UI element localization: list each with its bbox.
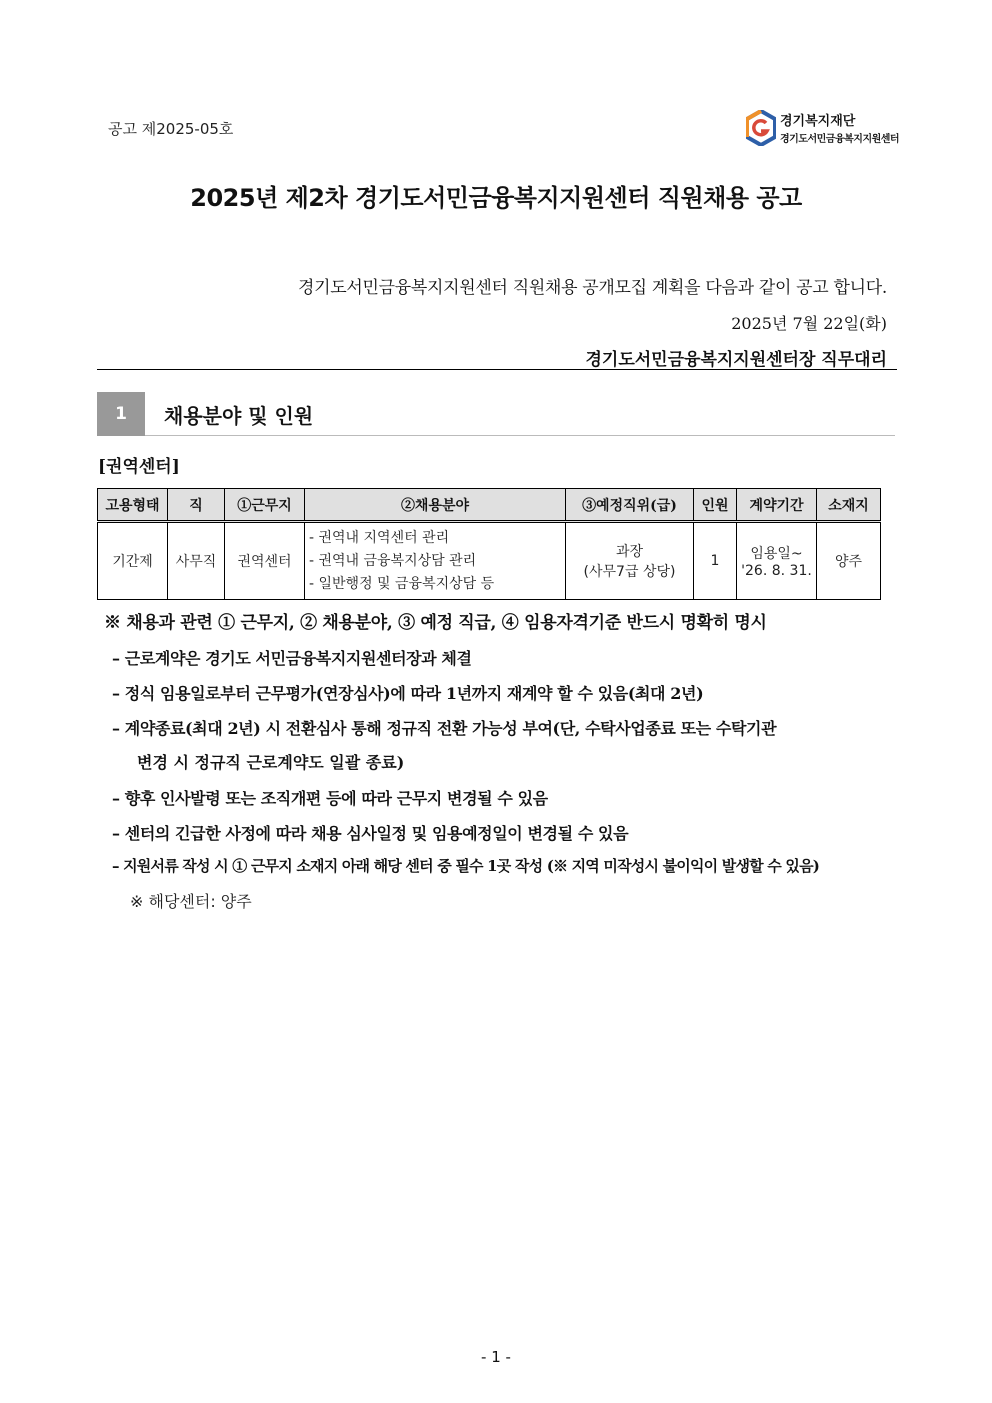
foundation-logo xyxy=(746,110,906,152)
notice-date: 2025년 7월 22일(화) xyxy=(731,314,887,333)
col-position: ③예정직위(급) xyxy=(566,489,694,522)
cell-period xyxy=(737,522,817,600)
cell-location: 양주 xyxy=(817,522,881,600)
col-job: 직 xyxy=(168,489,225,522)
col-period: 계약기간 xyxy=(737,489,817,522)
page-title: 2025년 제2차 경기도서민금융복지지원센터 직원채용 공고 xyxy=(190,184,802,212)
cell-employment-type: 기간제 xyxy=(98,522,168,600)
note-item-continued: 변경 시 정규직 근로계약도 일괄 종료) xyxy=(137,753,405,772)
note-item: – 근로계약은 경기도 서민금융복지지원센터장과 체결 xyxy=(112,649,472,668)
page-number: - 1 - xyxy=(481,1348,511,1366)
position-grade: (사무7급 상당) xyxy=(583,564,676,580)
cell-workplace: 권역센터 xyxy=(225,522,305,600)
period-start: 임용일~ xyxy=(750,546,803,562)
intro-text: 경기도서민금융복지지원센터 직원채용 공개모집 계획을 다음과 같이 공고 합니다. xyxy=(298,278,887,298)
cell-job: 사무직 xyxy=(168,522,225,600)
col-field: ②채용분야 xyxy=(305,489,566,522)
logo-text-main: 경기복지재단 xyxy=(780,114,856,129)
field-item: - 일반행정 및 금융복지상담 등 xyxy=(309,575,495,592)
position-title: 과장 xyxy=(615,544,644,560)
notes-heading: ※ 채용과 관련 ① 근무지, ② 채용분야, ③ 예정 직급, ④ 임용자격기준 반드시 명확히 명시 xyxy=(104,613,767,633)
col-employment-type: 고용형태 xyxy=(98,489,168,522)
field-item: - 권역내 금융복지상담 관리 xyxy=(309,552,477,569)
logo-text-sub: 경기도서민금융복지지원센터 xyxy=(780,134,900,145)
col-location: 소재지 xyxy=(817,489,881,522)
col-headcount: 인원 xyxy=(694,489,737,522)
recruitment-table xyxy=(97,488,881,600)
note-item: – 지원서류 작성 시 ① 근무지 소재지 아래 해당 센터 중 필수 1곳 작성 (※ 지역 미작성시 불이익이 발생할 수 있음) xyxy=(112,857,820,875)
foundation-logo-icon xyxy=(746,110,776,146)
note-item: – 계약종료(최대 2년) 시 전환심사 통해 정규직 전환 가능성 부여(단, 수탁사업종료 또는 수탁기관 xyxy=(112,719,777,738)
target-center-note: ※ 해당센터: 양주 xyxy=(130,892,252,911)
period-end: '26. 8. 31. xyxy=(741,563,812,579)
signer: 경기도서민금융복지지원센터장 직무대리 xyxy=(585,350,887,370)
cell-headcount: 1 xyxy=(694,522,737,600)
section-divider xyxy=(145,435,895,436)
field-item: - 권역내 지역센터 관리 xyxy=(309,529,450,546)
note-item: – 향후 인사발령 또는 조직개편 등에 따라 근무지 변경될 수 있음 xyxy=(112,789,548,808)
col-workplace: ①근무지 xyxy=(225,489,305,522)
note-item: – 센터의 긴급한 사정에 따라 채용 심사일정 및 임용예정일이 변경될 수 있음 xyxy=(112,824,629,843)
cell-fields xyxy=(305,522,566,600)
section-title: 채용분야 및 인원 xyxy=(164,404,314,428)
section-number: 1 xyxy=(97,392,145,436)
notice-number: 공고 제2025-05호 xyxy=(108,120,234,138)
table-row xyxy=(98,522,881,600)
header-divider xyxy=(97,369,897,370)
region-label: [권역센터] xyxy=(98,457,180,477)
cell-position xyxy=(566,522,694,600)
table-header-row xyxy=(98,489,881,522)
note-item: – 정식 임용일로부터 근무평가(연장심사)에 따라 1년까지 재계약 할 수 있음(최대 2년) xyxy=(112,684,704,703)
